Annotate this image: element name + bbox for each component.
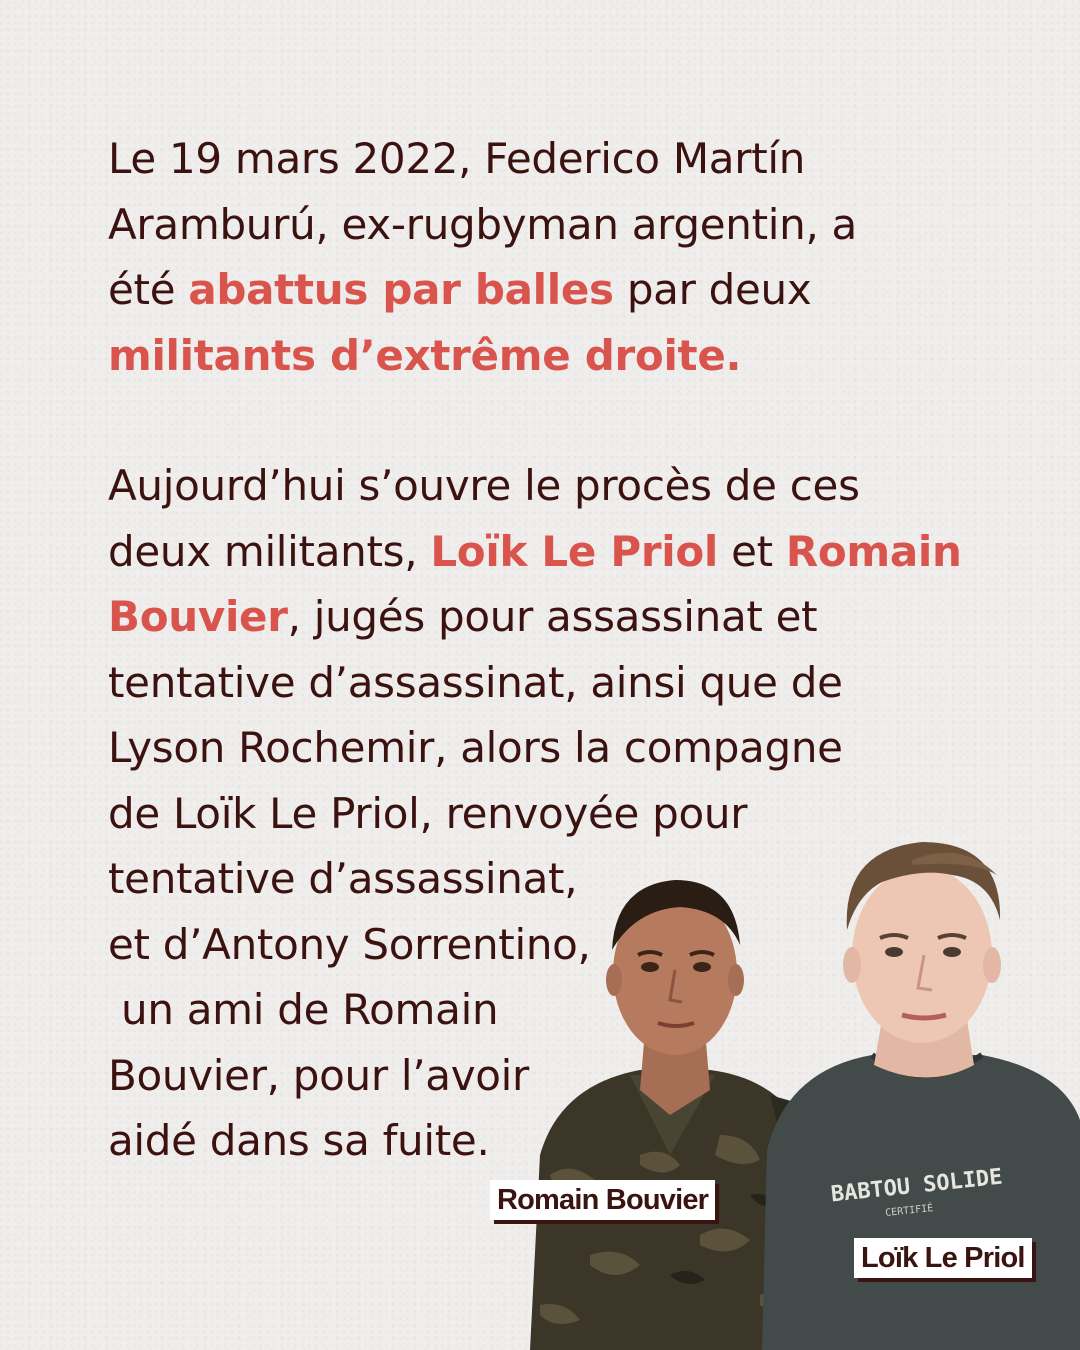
highlight-abattus: abattus par balles [188, 265, 614, 314]
caption-romain-bouvier: Romain Bouvier [490, 1180, 715, 1220]
text-line [108, 257, 988, 323]
text-line: et d’Antony Sorrentino, [108, 919, 591, 969]
text-line: Le 19 mars 2022, Federico Martín [108, 134, 806, 183]
text-line: tentative d’assassinat, ainsi que de [108, 657, 843, 707]
paragraph-intro [108, 126, 988, 388]
tshirt-print-text: BABTOU SOLIDE [829, 1164, 1004, 1208]
text-line [108, 519, 988, 585]
highlight-loik-name: Loïk Le Priol [430, 526, 719, 576]
text-segment: été [108, 265, 189, 314]
text-segment: par deux [613, 265, 812, 314]
text-segment: et [718, 526, 786, 576]
text-segment: , jugés pour assassinat et [287, 592, 818, 641]
text-line: Aramburú, ex-rugbyman argentin, a [108, 199, 857, 249]
highlight-romain-name: Romain [785, 526, 962, 576]
text-line [108, 584, 988, 650]
text-line: Aujourd’hui s’ouvre le procès de ces [108, 461, 860, 510]
text-line: un ami de Romain [108, 985, 499, 1034]
text-line: Bouvier, pour l’avoir [108, 1050, 530, 1100]
text-segment: deux militants, [108, 526, 431, 576]
highlight-militants: militants d’extrême droite. [108, 330, 742, 380]
text-line: aidé dans sa fuite. [108, 1116, 490, 1165]
text-line: Lyson Rochemir, alors la compagne [108, 723, 843, 772]
text-line: tentative d’assassinat, [108, 854, 578, 903]
tshirt-print-subtext: CERTIFIÉ [884, 1203, 934, 1219]
caption-loik-le-priol: Loïk Le Priol [854, 1238, 1032, 1278]
highlight-bouvier-name: Bouvier [108, 592, 288, 641]
text-line: de Loïk Le Priol, renvoyée pour [108, 788, 748, 838]
